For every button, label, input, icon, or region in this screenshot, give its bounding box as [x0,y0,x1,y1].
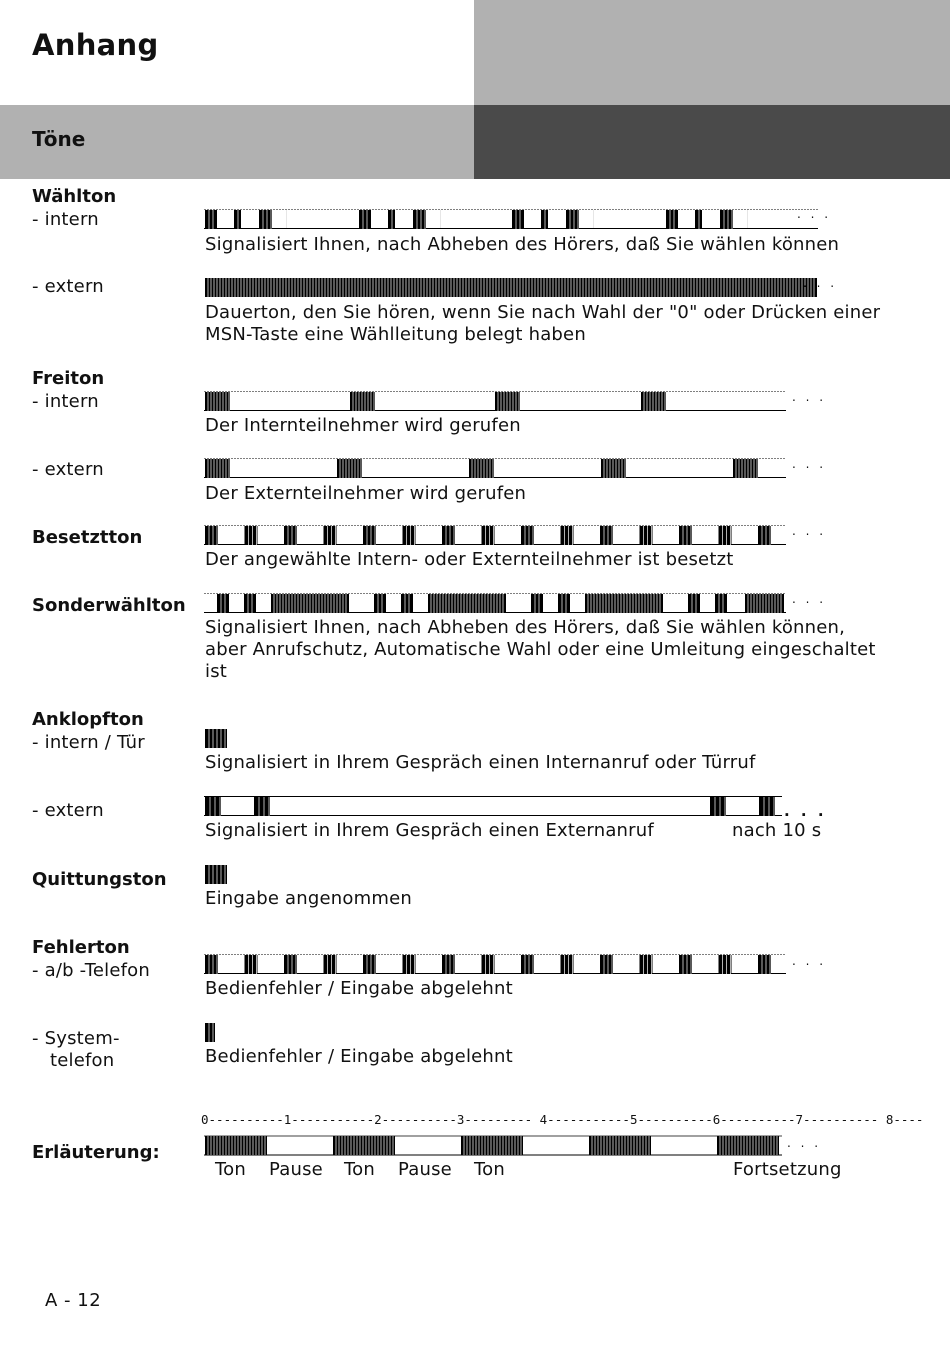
tone-block [401,594,413,613]
tone-block [363,526,376,545]
anklopfton-intern-pattern [204,727,244,749]
tone-block [600,955,613,974]
continuation-dots: . . . [792,390,827,404]
sonderwaehlton-desc: Signalisiert Ihnen, nach Abheben des Hörers, daß Sie wählen können, aber Anrufschutz, Automatische Wahl oder eine Umleitung eingeschaltet ist [205,617,876,682]
quittungston-desc: Eingabe angenommen [205,888,412,909]
tone-block [719,526,732,545]
tone-block [245,955,258,974]
anklopfton-extern-desc: Signalisiert in Ihrem Gespräch einen Externanruf [205,820,654,841]
tone-block [640,526,653,545]
tone-block [363,955,376,974]
sonderwaehlton-title: Sonderwählton [32,595,186,616]
tone-block [217,594,229,613]
erlaeuterung-pattern [204,1134,789,1156]
tone-block [600,526,613,545]
tone-block [244,594,256,613]
tone-block [561,526,574,545]
tone-block [521,955,534,974]
tone-block [720,210,733,229]
page-title: Anhang [32,28,159,62]
tone-block [679,955,692,974]
tone-block [205,955,218,974]
continuation-dots: . . . [784,802,827,820]
tone-block [710,797,726,816]
tone-block [688,594,700,613]
tone-block [403,955,416,974]
quittungston-pattern [204,863,244,885]
tone-block [234,210,241,229]
tone-block [388,210,395,229]
legend-ton-2: Ton [344,1159,375,1180]
tone-block [679,526,692,545]
continuation-dots: . . . [787,1136,822,1150]
fehlerton-ab-pattern [204,953,794,975]
legend-pause-2: Pause [398,1159,452,1180]
freiton-intern-label: - intern [32,391,99,412]
freiton-intern-pattern [204,390,794,412]
besetztton-desc: Der angewählte Intern- oder Externteilnehmer ist besetzt [205,549,734,570]
anklopfton-title: Anklopfton [32,709,144,730]
fehlerton-system-pattern [204,1021,224,1043]
legend-fortsetzung: Fortsetzung [733,1159,842,1180]
header-right-band [474,0,950,105]
tone-block [442,526,455,545]
time-scale: 0----------1-----------2----------3--------- 4-----------5----------6----------7---------- 8---- [201,1112,924,1127]
tone-block [758,526,771,545]
subheader-right-band [474,105,950,179]
anklopfton-intern-label: - intern / Tür [32,732,145,753]
freiton-title: Freiton [32,368,105,389]
tone-block [205,729,227,748]
tone-block [245,526,258,545]
tone-block [205,797,221,816]
tone-block [482,955,495,974]
waehlton-intern-label: - intern [32,209,99,230]
tone-block [284,526,297,545]
tone-block [482,526,495,545]
tone-block [403,526,416,545]
fehlerton-ab-desc: Bedienfehler / Eingabe abgelehnt [205,978,513,999]
tone-block [205,865,227,884]
fehlerton-system-label-2: telefon [50,1050,115,1071]
tone-block [284,955,297,974]
waehlton-extern-desc: Dauerton, den Sie hören, wenn Sie nach Wahl der "0" oder Drücken einer MSN-Taste eine Wählleitung belegt haben [205,302,881,345]
tone-block [758,955,771,974]
anklopfton-extern-note: nach 10 s [732,820,822,841]
fehlerton-ab-label: - a/b -Telefon [32,960,150,981]
waehlton-extern-pattern [204,276,824,298]
tone-block [719,955,732,974]
tone-block [715,594,727,613]
tone-block [205,210,217,229]
tone-block [324,526,337,545]
besetztton-title: Besetztton [32,527,143,548]
fehlerton-system-label-1: - System- [32,1028,120,1049]
page-number: A - 12 [45,1290,102,1311]
sonderwaehlton-pattern [204,592,794,614]
fehlerton-title: Fehlerton [32,937,130,958]
anklopfton-extern-pattern [204,795,789,817]
anklopfton-extern-label: - extern [32,800,104,821]
continuation-dots: . . . [792,524,827,538]
tone-pattern-waehlton-intern [204,208,824,230]
freiton-intern-desc: Der Internteilnehmer wird gerufen [205,415,521,436]
erlaeuterung-title: Erläuterung: [32,1142,160,1163]
tone-block [666,210,678,229]
freiton-extern-pattern [204,457,794,479]
tone-block [374,594,386,613]
waehlton-title: Wählton [32,186,117,207]
tone-block [695,210,702,229]
tone-block [512,210,524,229]
tone-block [541,210,548,229]
freiton-extern-desc: Der Externteilnehmer wird gerufen [205,483,527,504]
tone-block [259,210,272,229]
tone-block [566,210,579,229]
tone-block [254,797,270,816]
waehlton-intern-pattern [204,208,824,230]
tone-block [521,526,534,545]
legend-pause-1: Pause [269,1159,323,1180]
continuation-dots: . . . [797,207,832,221]
legend-ton-3: Ton [474,1159,505,1180]
fehlerton-system-desc: Bedienfehler / Eingabe abgelehnt [205,1046,513,1067]
legend-ton-1: Ton [215,1159,246,1180]
section-title: Töne [32,127,86,151]
tone-block [324,955,337,974]
besetztton-pattern [204,524,794,546]
tone-block [442,955,455,974]
tone-block [561,955,574,974]
continuation-dots: . . . [803,276,838,290]
continuation-dots: . . . [792,457,827,471]
tone-block [413,210,426,229]
tone-block [759,797,775,816]
tone-block [205,526,218,545]
tone-block [558,594,570,613]
anklopfton-intern-desc: Signalisiert in Ihrem Gespräch einen Internanruf oder Türruf [205,752,756,773]
tone-block [640,955,653,974]
continuation-dots: . . . [792,954,827,968]
waehlton-intern-desc: Signalisiert Ihnen, nach Abheben des Hörers, daß Sie wählen können [205,234,840,255]
waehlton-extern-label: - extern [32,276,104,297]
continuation-dots: . . . [792,592,827,606]
tone-block [531,594,543,613]
tone-block [359,210,371,229]
freiton-extern-label: - extern [32,459,104,480]
tone-block [205,1023,215,1042]
quittungston-title: Quittungston [32,869,167,890]
